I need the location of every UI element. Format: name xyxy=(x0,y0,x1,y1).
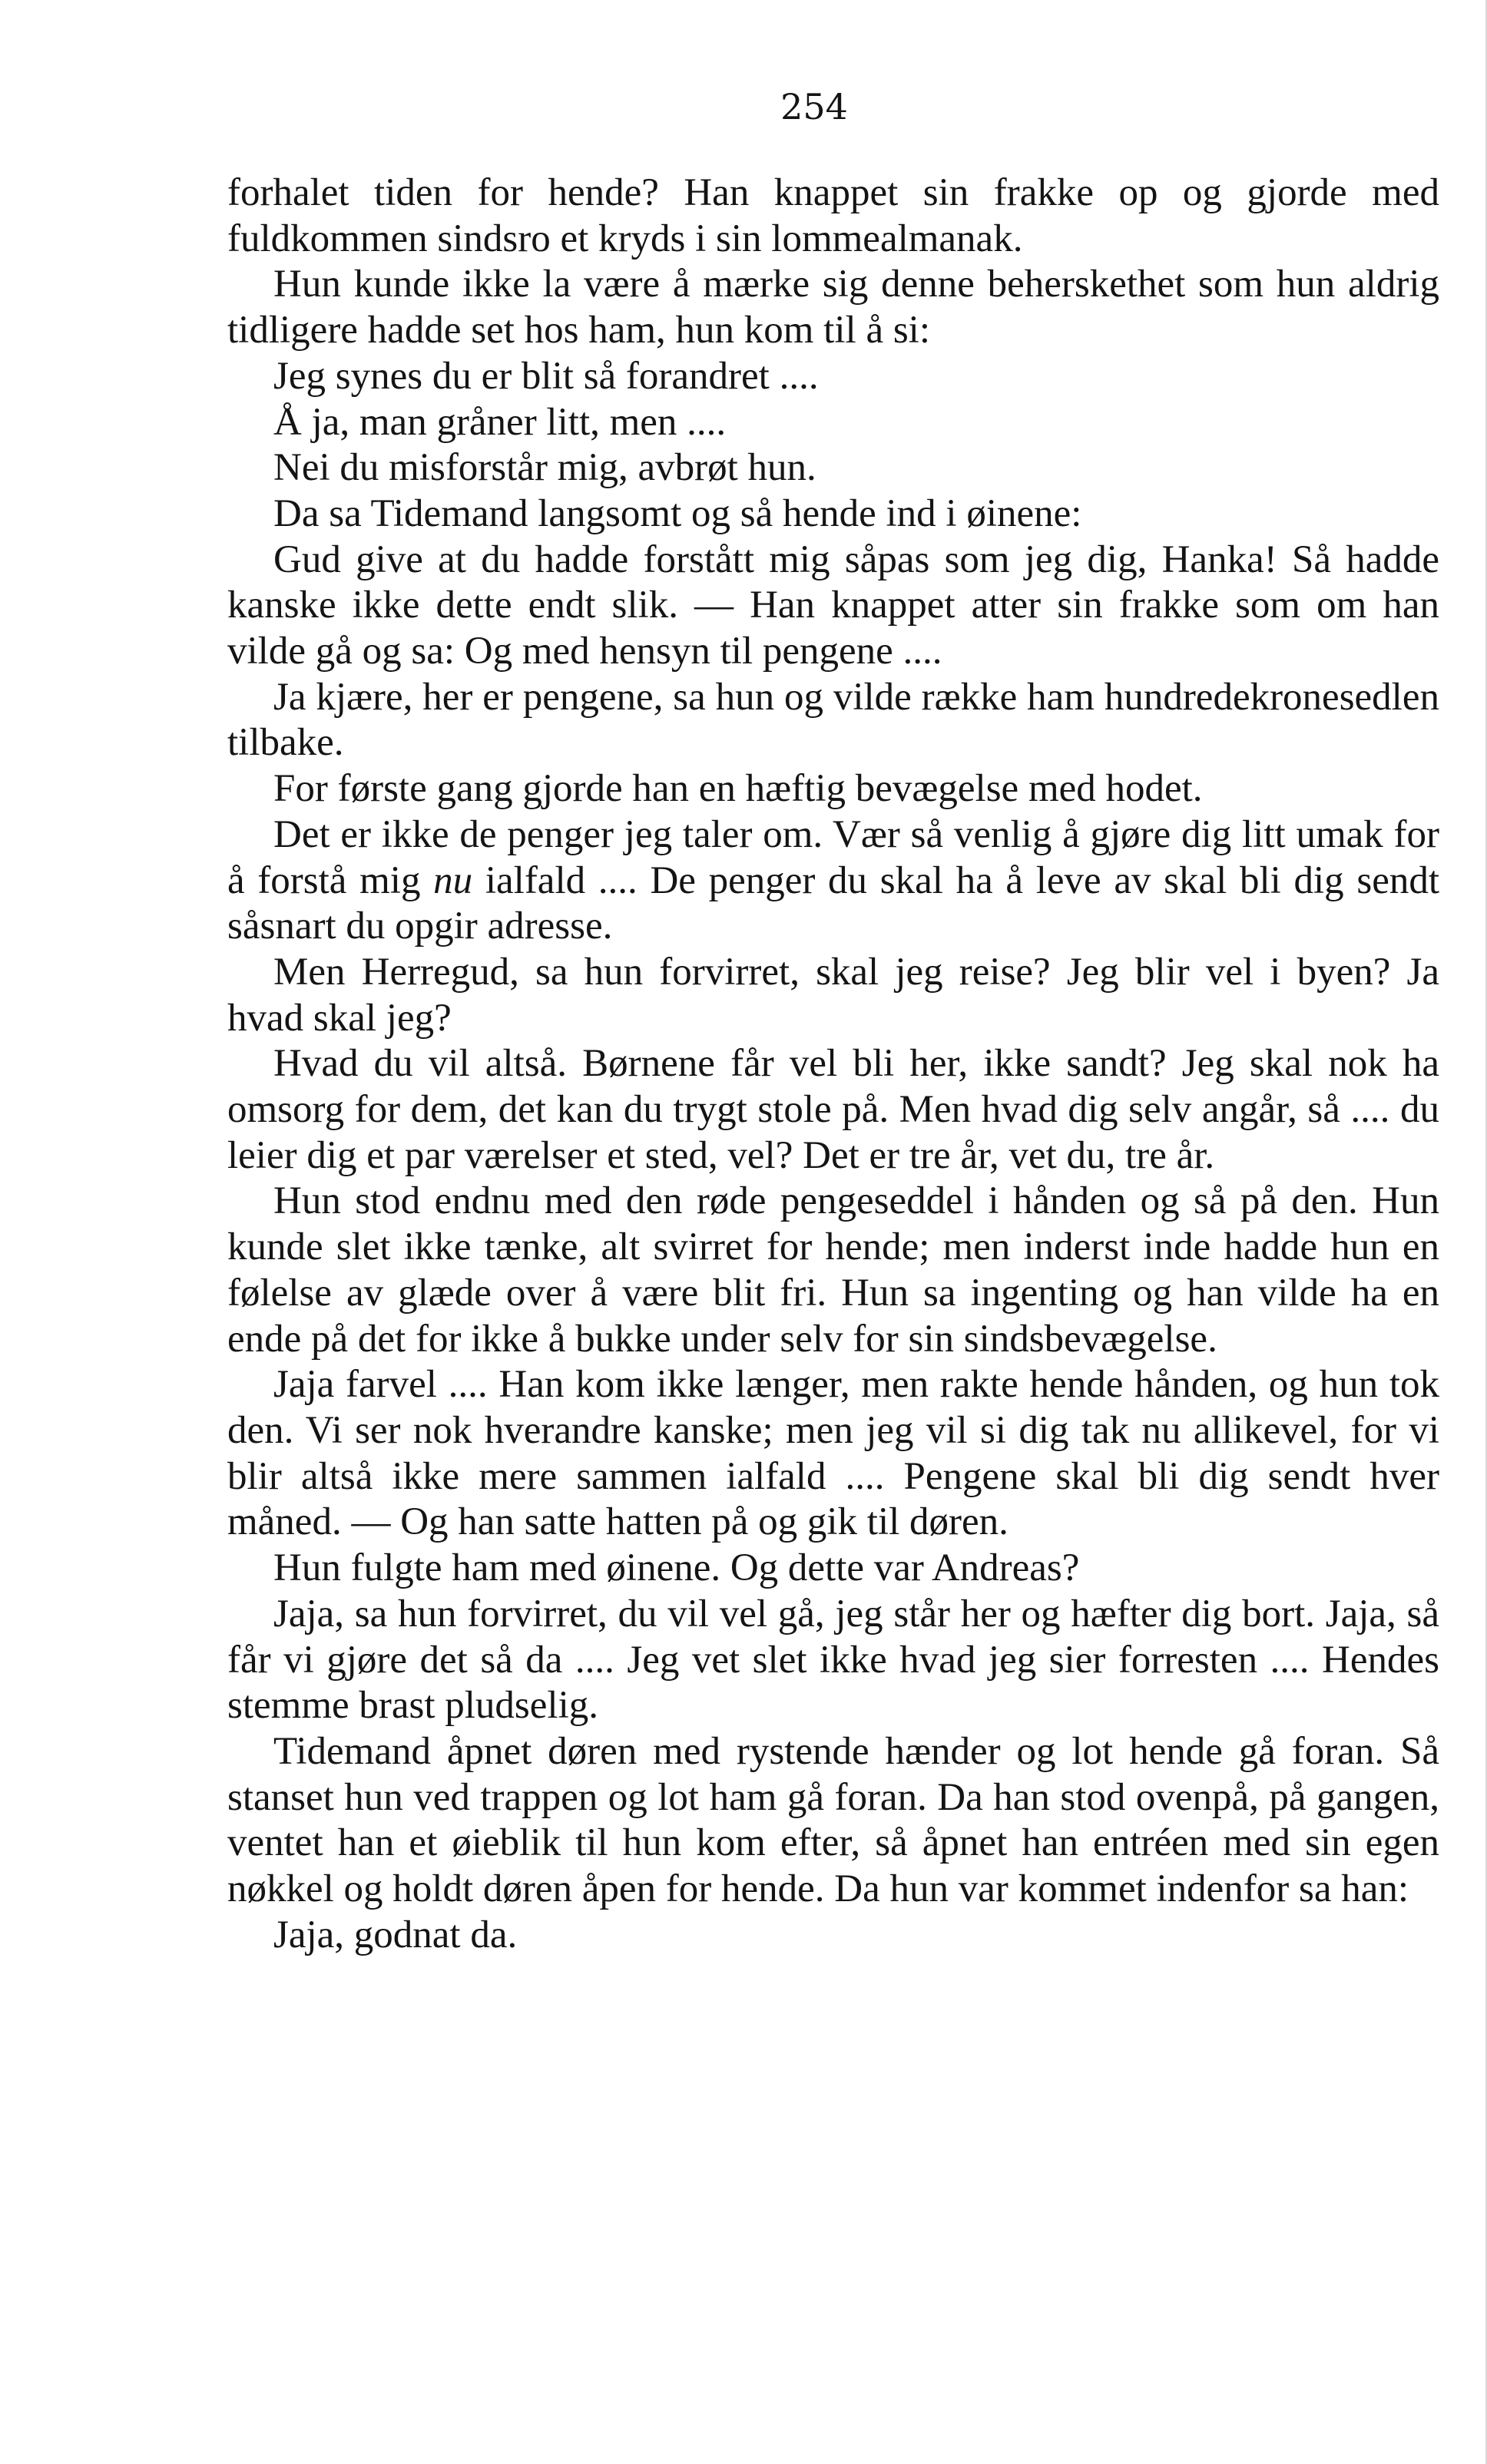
paragraph: Ja kjære, her er pengene, sa hun og vilde række ham hundredekronesedlen tilbake. xyxy=(227,675,1439,765)
paragraph-text: ialfald .... De penger du skal ha å leve av skal bli dig sendt såsnart du opgir adresse. xyxy=(227,858,1440,948)
paragraph xyxy=(227,812,1439,950)
paragraph: For første gang gjorde han en hæftig bevægelse med hodet. xyxy=(273,767,1203,811)
page-number: 254 xyxy=(780,86,848,127)
body-text xyxy=(227,170,1439,1958)
paragraph: Tidemand åpnet døren med rystende hænder og lot hende gå foran. Så stanset hun ved trappen og lot ham gå foran. Da han stod ovenpå, på gangen, ventet han et øieblik til hun kom efter, så åpnet han entréen med sin egen nøkkel og holdt døren åpen for hende. Da hun var kommet indenfor sa han: xyxy=(227,1729,1439,1911)
emphasis-text: nu xyxy=(433,858,473,902)
paragraph: Jaja, sa hun forvirret, du vil vel gå, jeg står her og hæfter dig bort. Jaja, så får vi gjøre det så da .... Jeg vet slet ikke hvad jeg sier forresten .... Hendes stemme brast pludselig. xyxy=(227,1592,1439,1728)
paragraph: Jaja, godnat da. xyxy=(273,1913,518,1956)
paragraph: Hun kunde ikke la være å mærke sig denne beherskethet som hun aldrig tidligere hadde set hos ham, hun kom til å si: xyxy=(227,263,1439,352)
paragraph: forhalet tiden for hende? Han knappet sin frakke op og gjorde med fuldkommen sindsro et kryds i sin lommealmanak. xyxy=(227,171,1439,260)
paragraph: Hvad du vil altså. Børnene får vel bli her, ikke sandt? Jeg skal nok ha omsorg for dem, det kan du trygt stole på. Men hvad dig selv angår, så .... du leier dig et par værelser et sted, vel? Det er tre år, vet du, tre år. xyxy=(227,1042,1439,1177)
paragraph: Hun fulgte ham med øinene. Og dette var Andreas? xyxy=(273,1546,1080,1590)
paragraph: Nei du misforstår mig, avbrøt hun. xyxy=(273,446,816,490)
paragraph: Hun stod endnu med den røde pengeseddel i hånden og så på den. Hun kunde slet ikke tænke, alt svirret for hende; men inderst inde hadde hun en følelse av glæde over å være blit fri. Hun sa ingenting og han vilde ha en ende på det for ikke å bukke under selv for sin sindsbevægelse. xyxy=(227,1179,1439,1361)
paragraph: Da sa Tidemand langsomt og så hende ind i øinene: xyxy=(273,491,1082,535)
paragraph: Jaja farvel .... Han kom ikke længer, men rakte hende hånden, og hun tok den. Vi ser nok hverandre kanske; men jeg vil si dig tak nu allikevel, for vi blir altså ikke mere sammen ialfald .... Pengene skal bli dig sendt hver måned. — Og han satte hatten på og gik til døren. xyxy=(227,1363,1439,1544)
paragraph: Men Herregud, sa hun forvirret, skal jeg reise? Jeg blir vel i byen? Ja hvad skal jeg? xyxy=(227,950,1439,1040)
paragraph: Gud give at du hadde forstått mig såpas som jeg dig, Hanka! Så hadde kanske ikke dette endt slik. — Han knappet atter sin frakke som om han vilde gå og sa: Og med hensyn til pengene .... xyxy=(227,537,1439,673)
paragraph: Å ja, man gråner litt, men .... xyxy=(273,400,727,444)
paragraph: Jeg synes du er blit så forandret .... xyxy=(273,354,819,398)
paragraph-text: Det er ikke de penger jeg taler om. Vær så venlig å gjøre dig litt umak for å forstå mig xyxy=(227,812,1439,902)
